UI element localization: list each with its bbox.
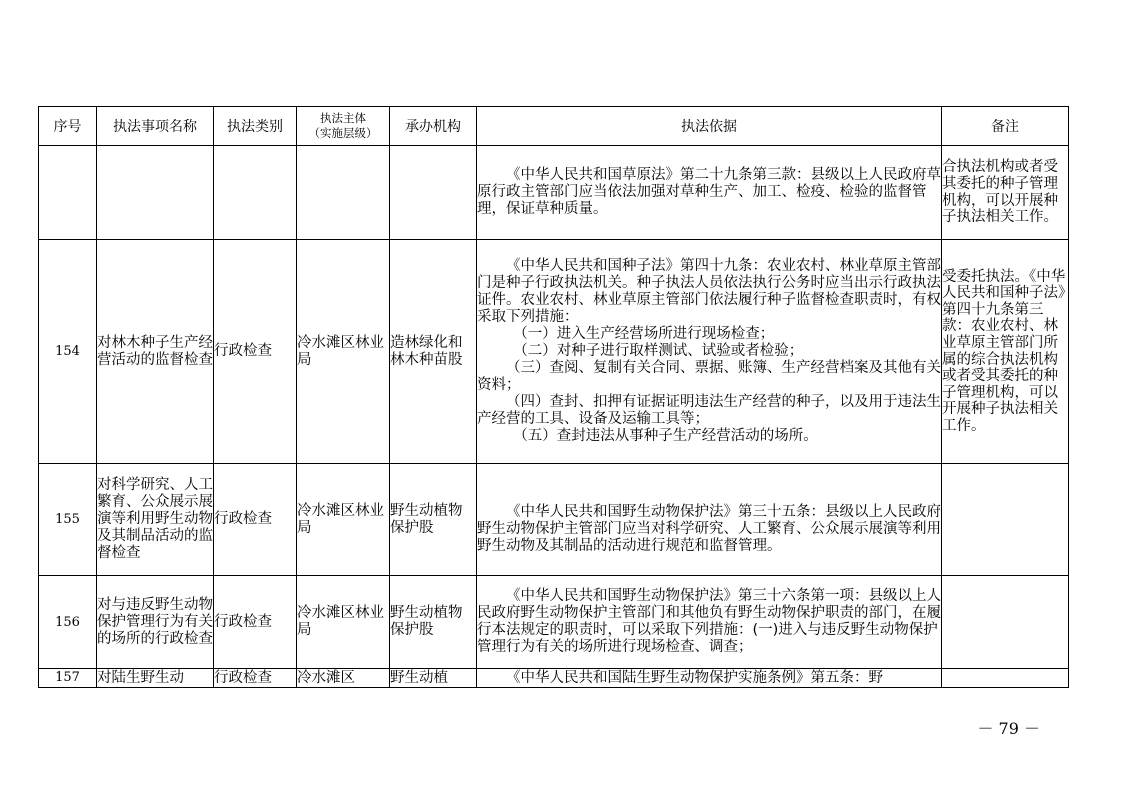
cell-category: 行政检查: [214, 464, 297, 576]
header-subject-line2: （实施层级）: [308, 126, 378, 140]
header-subject: [297, 107, 390, 146]
basis-item: （二）对种子进行取样测试、试验或者检验；: [513, 343, 804, 359]
page-number: － 79 －: [977, 719, 1040, 738]
basis-item: （三）查阅、复制有关合同、票据、账簿、生产经营档案及其他有关资料；: [477, 360, 941, 393]
cell-subject: 冷水滩区: [297, 669, 390, 688]
cell-note: 受委托执法。《中华人民共和国种子法》第四十九条第三款：农业农村、林业草原主管部门所属的综合执法机构或者受其委托的种子管理机构，可以开展种子执法相关工作。: [942, 240, 1069, 464]
header-row: [39, 107, 1069, 146]
cell-seq: 156: [39, 576, 97, 669]
cell-category: 行政检查: [214, 576, 297, 669]
cell-name: 对林木种子生产经营活动的监督检查: [97, 240, 214, 464]
cell-name: [97, 146, 214, 240]
cell-subject: 冷水滩区林业局: [297, 240, 390, 464]
cell-note: [942, 576, 1069, 669]
basis-paragraph: 《中华人民共和国草原法》第二十九条第三款：县级以上人民政府草原行政主管部门应当依法加强对草种生产、加工、检疫、检验的监督管理，保证草种质量。: [477, 167, 941, 217]
table-row: [39, 146, 1069, 240]
header-category: 执法类别: [214, 107, 297, 146]
cell-seq: 155: [39, 464, 97, 576]
header-name: 执法事项名称: [97, 107, 214, 146]
header-basis: 执法依据: [477, 107, 942, 146]
header-agency: 承办机构: [390, 107, 477, 146]
basis-item: （一）进入生产经营场所进行现场检查；: [513, 326, 775, 342]
cell-note: [942, 464, 1069, 576]
cell-subject: 冷水滩区林业局: [297, 576, 390, 669]
basis-paragraph: 《中华人民共和国陆生野生动物保护实施条例》第五条：野: [506, 670, 883, 686]
table-row: [39, 240, 1069, 464]
cell-category: 行政检查: [214, 240, 297, 464]
cell-basis: [477, 464, 942, 576]
cell-seq: 157: [39, 669, 97, 688]
cell-agency: 野生动植物保护股: [390, 576, 477, 669]
cell-seq: 154: [39, 240, 97, 464]
header-seq: 序号: [39, 107, 97, 146]
cell-name: 对与违反野生动物保护管理行为有关的场所的行政检查: [97, 576, 214, 669]
cell-subject: 冷水滩区林业局: [297, 464, 390, 576]
cell-basis: [477, 240, 942, 464]
table-row: [39, 464, 1069, 576]
cell-agency: 野生动植物保护股: [390, 464, 477, 576]
header-subject-line1: 执法主体: [320, 111, 366, 125]
cell-basis: [477, 576, 942, 669]
cell-basis: [477, 669, 942, 688]
cell-seq: [39, 146, 97, 240]
enforcement-table: [38, 106, 1069, 688]
cell-agency: 野生动植: [390, 669, 477, 688]
cell-name: 对科学研究、人工繁育、公众展示展演等利用野生动物及其制品活动的监督检查: [97, 464, 214, 576]
cell-category: 行政检查: [214, 669, 297, 688]
basis-item: （四）查封、扣押有证据证明违法生产经营的种子，以及用于违法生产经营的工具、设备及运输工具等；: [477, 394, 941, 427]
cell-note: [942, 669, 1069, 688]
cell-name: 对陆生野生动: [97, 669, 214, 688]
cell-subject: [297, 146, 390, 240]
cell-agency: [390, 146, 477, 240]
table-row: [39, 576, 1069, 669]
basis-paragraph: 《中华人民共和国种子法》第四十九条：农业农村、林业草原主管部门是种子行政执法机关。种子执法人员依法执行公务时应当出示行政执法证件。农业农村、林业草原主管部门依法履行种子监督检查职责时，有权采取下列措施：: [477, 258, 941, 325]
cell-agency: 造林绿化和林木种苗股: [390, 240, 477, 464]
basis-item: （五）查封违法从事种子生产经营活动的场所。: [513, 428, 818, 444]
table-row: [39, 669, 1069, 688]
cell-note: 合执法机构或者受其委托的种子管理机构，可以开展种子执法相关工作。: [942, 146, 1069, 240]
header-note: 备注: [942, 107, 1069, 146]
cell-category: [214, 146, 297, 240]
basis-paragraph: 《中华人民共和国野生动物保护法》第三十五条：县级以上人民政府野生动物保护主管部门应当对科学研究、人工繁育、公众展示展演等利用野生动物及其制品的活动进行规范和监督管理。: [477, 504, 941, 554]
cell-basis: [477, 146, 942, 240]
basis-paragraph: 《中华人民共和国野生动物保护法》第三十六条第一项：县级以上人民政府野生动物保护主管部门和其他负有野生动物保护职责的部门，在履行本法规定的职责时，可以采取下列措施：(一)进入与违反野生动物保护管理行为有关的场所进行现场检查、调查；: [477, 588, 941, 655]
